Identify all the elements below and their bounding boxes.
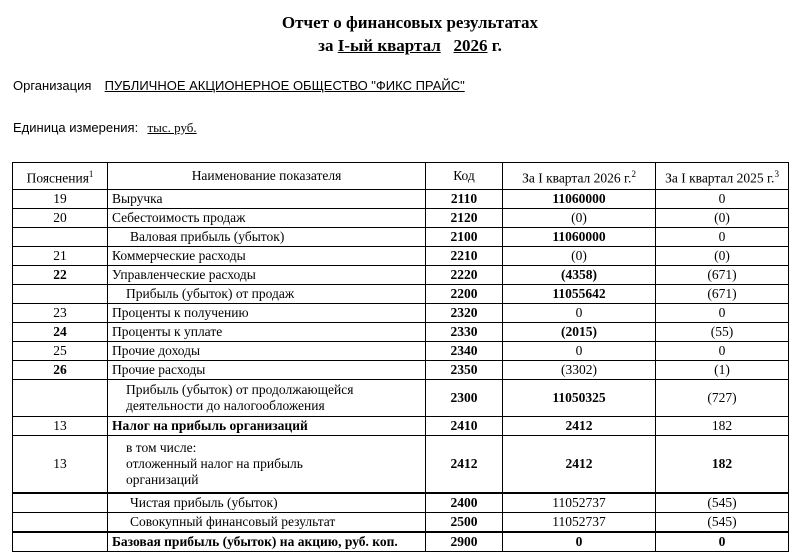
row-name: Совокупный финансовый результат [108, 513, 426, 533]
table-row [13, 323, 789, 342]
row-previous: (727) [656, 380, 789, 417]
table-row [13, 342, 789, 361]
period-quarter: I-ый квартал [337, 36, 441, 55]
row-note: 19 [13, 190, 108, 209]
row-note: 13 [13, 436, 108, 494]
row-name: Базовая прибыль (убыток) на акцию, руб. коп. [108, 532, 426, 552]
row-current: 11060000 [503, 190, 656, 209]
table-row [13, 361, 789, 380]
row-previous: 182 [656, 417, 789, 436]
row-current: 11060000 [503, 228, 656, 247]
row-current: 0 [503, 304, 656, 323]
table-row [13, 304, 789, 323]
row-code: 2200 [426, 285, 503, 304]
row-current: 0 [503, 532, 656, 552]
row-current: 2412 [503, 436, 656, 494]
row-current: 11055642 [503, 285, 656, 304]
organization-row [13, 78, 465, 94]
row-code: 2120 [426, 209, 503, 228]
row-name-line: в том числе: [126, 440, 197, 455]
report-period [10, 35, 800, 57]
row-previous: (1) [656, 361, 789, 380]
row-note [13, 228, 108, 247]
row-name-line: деятельности до налогообложения [126, 398, 325, 413]
row-name: Проценты к уплате [108, 323, 426, 342]
financial-results-table [12, 162, 789, 552]
row-current: (3302) [503, 361, 656, 380]
row-code: 2410 [426, 417, 503, 436]
table-row [13, 532, 789, 552]
report-title: Отчет о финансовых результатах [281, 13, 539, 32]
row-note: 23 [13, 304, 108, 323]
row-current: 11052737 [503, 513, 656, 533]
row-previous: 0 [656, 342, 789, 361]
period-year: 2026 [453, 36, 488, 55]
row-code: 2210 [426, 247, 503, 266]
header-notes: Пояснения$^1$ [13, 163, 108, 190]
period-suffix: г. [491, 36, 502, 55]
row-name: Коммерческие расходы [108, 247, 426, 266]
row-name: Прочие доходы [108, 342, 426, 361]
row-name: Прибыль (убыток) от продаж [108, 285, 426, 304]
table-row [13, 380, 789, 417]
row-current: 0 [503, 342, 656, 361]
row-previous: (671) [656, 266, 789, 285]
row-code: 2900 [426, 532, 503, 552]
row-previous: (545) [656, 513, 789, 533]
row-note: 21 [13, 247, 108, 266]
row-name: Управленческие расходы [108, 266, 426, 285]
period-prefix: за [318, 36, 334, 55]
row-note: 24 [13, 323, 108, 342]
row-current: (0) [503, 209, 656, 228]
row-code: 2100 [426, 228, 503, 247]
row-note [13, 513, 108, 533]
table-row [13, 417, 789, 436]
row-code: 2412 [426, 436, 503, 494]
row-note: 13 [13, 417, 108, 436]
unit-row [13, 120, 197, 136]
row-name: Налог на прибыль организаций [108, 417, 426, 436]
table-row [13, 228, 789, 247]
table-row [13, 266, 789, 285]
table-header-row [13, 163, 789, 190]
row-current: (0) [503, 247, 656, 266]
row-current: 11052737 [503, 493, 656, 513]
row-previous: 0 [656, 190, 789, 209]
row-code: 2500 [426, 513, 503, 533]
organization-label: Организация [13, 78, 92, 93]
row-name: Проценты к получению [108, 304, 426, 323]
row-current: (4358) [503, 266, 656, 285]
row-code: 2300 [426, 380, 503, 417]
row-previous: (0) [656, 247, 789, 266]
row-note: 26 [13, 361, 108, 380]
row-note [13, 285, 108, 304]
unit-label: Единица измерения: [13, 120, 139, 135]
row-name: Прочие расходы [108, 361, 426, 380]
table-row [13, 513, 789, 533]
row-previous: (55) [656, 323, 789, 342]
row-current: 11050325 [503, 380, 656, 417]
row-name: Валовая прибыль (убыток) [108, 228, 426, 247]
row-previous: 0 [656, 304, 789, 323]
row-current: 2412 [503, 417, 656, 436]
row-note [13, 380, 108, 417]
table-row [13, 493, 789, 513]
row-note: 22 [13, 266, 108, 285]
row-previous: 182 [656, 436, 789, 494]
row-previous: (545) [656, 493, 789, 513]
row-code: 2220 [426, 266, 503, 285]
header-previous-period: За I квартал 2025 г.$^3$ [656, 163, 789, 190]
table-row [13, 436, 789, 494]
row-note: 25 [13, 342, 108, 361]
header-code: Код [426, 163, 503, 190]
row-name [108, 380, 426, 417]
row-code: 2400 [426, 493, 503, 513]
row-previous: (671) [656, 285, 789, 304]
table-row [13, 209, 789, 228]
row-code: 2350 [426, 361, 503, 380]
row-name [108, 436, 426, 494]
row-code: 2320 [426, 304, 503, 323]
row-name-line: организаций [126, 472, 199, 487]
row-current: (2015) [503, 323, 656, 342]
row-note: 20 [13, 209, 108, 228]
organization-name: ПУБЛИЧНОЕ АКЦИОНЕРНОЕ ОБЩЕСТВО "ФИКС ПРАЙС" [104, 78, 465, 93]
table-row [13, 247, 789, 266]
row-code: 2330 [426, 323, 503, 342]
row-name: Себестоимость продаж [108, 209, 426, 228]
row-name-line: отложенный налог на прибыль [126, 456, 303, 471]
row-previous: 0 [656, 532, 789, 552]
row-name-line: Прибыль (убыток) от продолжающейся [126, 382, 354, 397]
row-code: 2110 [426, 190, 503, 209]
row-name: Выручка [108, 190, 426, 209]
table-row [13, 190, 789, 209]
row-code: 2340 [426, 342, 503, 361]
row-previous: (0) [656, 209, 789, 228]
row-note [13, 532, 108, 552]
unit-value: тыс. руб. [147, 120, 197, 135]
header-current-period: За I квартал 2026 г.$^2$ [503, 163, 656, 190]
row-previous: 0 [656, 228, 789, 247]
table-row [13, 285, 789, 304]
row-note [13, 493, 108, 513]
row-name: Чистая прибыль (убыток) [108, 493, 426, 513]
header-indicator-name: Наименование показателя [108, 163, 426, 190]
